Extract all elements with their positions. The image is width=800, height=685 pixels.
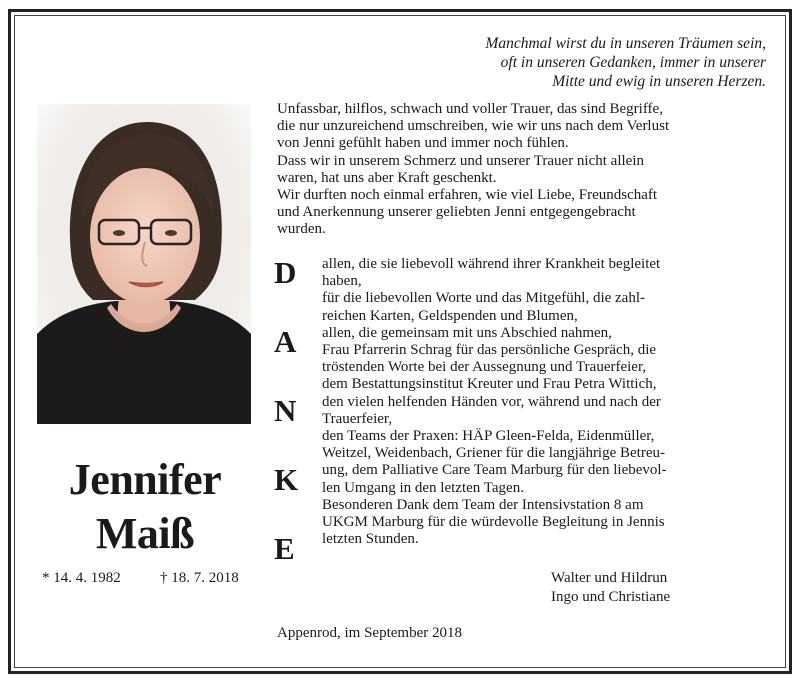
intro-paragraph: [277, 101, 765, 239]
deceased-last-name: Maiß: [95, 509, 195, 558]
poem-line: Mitte und ewig in unseren Herzen.: [552, 73, 766, 90]
danke-line: den Teams der Praxen: HÄP Gleen-Felda, Eidenmüller,: [322, 428, 655, 445]
intro-line: und Anerkennung unserer geliebten Jenni entgegengebracht: [277, 204, 636, 221]
danke-line: allen, die gemeinsam mit uns Abschied nahmen,: [322, 324, 612, 341]
death-date: † 18. 7. 2018: [160, 570, 239, 586]
danke-line: letzten Stunden.: [322, 531, 419, 548]
danke-paragraph: [322, 256, 766, 548]
portrait-photo: [37, 104, 251, 424]
danke-line: Weitzel, Weidenbach, Griener für die langjährige Betreu-: [322, 445, 665, 462]
danke-line: dem Bestattungsinstitut Kreuter und Frau Petra Wittich,: [322, 376, 657, 393]
signature-line: Walter und Hildrun: [551, 570, 668, 586]
danke-line: den vielen helfenden Händen vor, während und nach der: [322, 393, 661, 410]
intro-line: von Jenni gefühlt haben und immer noch fühlen.: [277, 135, 569, 152]
intro-line: waren, hat uns aber Kraft geschenkt.: [277, 169, 497, 186]
danke-letter-a: A: [274, 324, 297, 359]
danke-letter-d: D: [274, 255, 297, 290]
danke-line: reichen Karten, Geldspenden und Blumen,: [322, 307, 578, 324]
place-and-date: Appenrod, im September 2018: [277, 625, 462, 641]
signature-line: Ingo und Christiane: [551, 589, 671, 605]
deceased-first-name: Jennifer: [68, 455, 222, 504]
poem-line: Manchmal wirst du in unseren Träumen sein,: [485, 35, 766, 52]
danke-line: Besonderen Dank dem Team der Intensivstation 8 am: [322, 496, 644, 513]
intro-line: Wir durften noch einmal erfahren, wie viel Liebe, Freundschaft: [277, 187, 658, 204]
danke-line: Frau Pfarrerin Schrag für das persönliche Gespräch, die: [322, 342, 657, 359]
danke-line: für die liebevollen Worte und das Mitgefühl, die zahl-: [322, 290, 646, 307]
danke-line: haben,: [322, 273, 362, 290]
intro-line: Unfassbar, hilflos, schwach und voller Trauer, das sind Begriffe,: [277, 101, 663, 117]
danke-line: Trauerfeier,: [322, 410, 393, 427]
danke-line: len Umgang in den letzten Tagen.: [322, 479, 524, 496]
intro-line: wurden.: [277, 221, 326, 238]
danke-line: tröstenden Worte bei der Aussegnung und Trauerfeier,: [322, 359, 647, 376]
danke-letter-e: E: [274, 531, 295, 566]
poem-line: oft in unseren Gedanken, immer in unserer: [500, 54, 766, 71]
intro-line: Dass wir in unserem Schmerz und unserer Trauer nicht allein: [277, 152, 644, 169]
danke-line: ung, dem Palliative Care Team Marburg für den liebevol-: [322, 462, 667, 479]
intro-line: die nur unzureichend umschreiben, wie wir uns nach dem Verlust: [277, 118, 670, 135]
birth-date: * 14. 4. 1982: [42, 570, 121, 586]
danke-letter-n: N: [274, 393, 297, 428]
danke-line: allen, die sie liebevoll während ihrer Krankheit begleitet: [322, 256, 661, 272]
danke-letter-k: K: [274, 462, 299, 497]
danke-line: UKGM Marburg für die würdevolle Begleitung in Jennis: [322, 514, 665, 531]
memorial-poem: [400, 34, 766, 91]
